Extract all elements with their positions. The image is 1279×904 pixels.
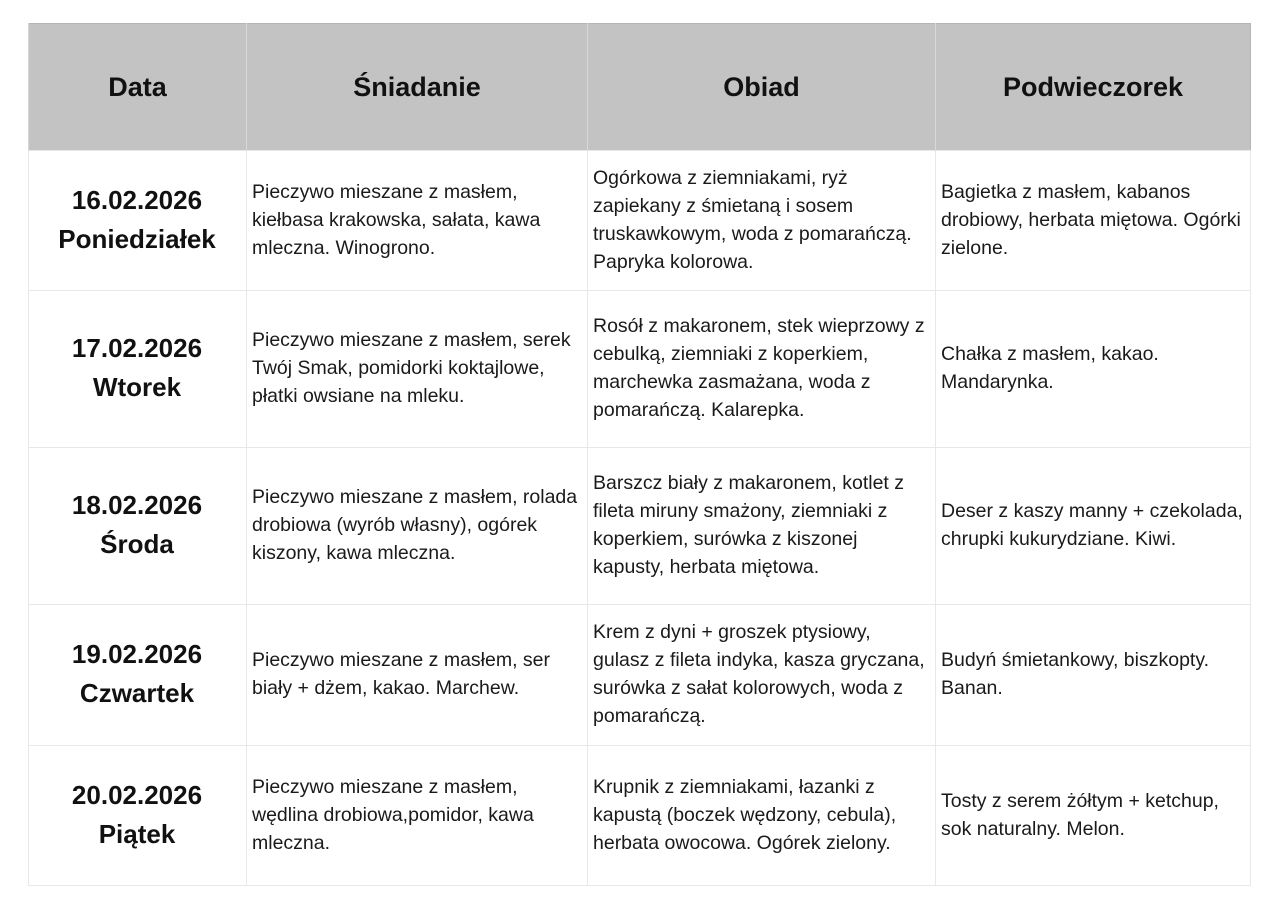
snack-cell: Budyń śmietankowy, biszkopty. Banan. xyxy=(936,605,1251,746)
breakfast-cell: Pieczywo mieszane z masłem, rolada drobiowa (wyrób własny), ogórek kiszony, kawa mleczna. xyxy=(247,448,588,605)
menu-table xyxy=(28,23,1251,886)
day-text: Czwartek xyxy=(79,678,195,708)
date-text: 17.02.2026 xyxy=(71,333,203,363)
date-cell xyxy=(29,448,247,605)
date-text: 16.02.2026 xyxy=(71,184,203,215)
lunch-cell: Ogórkowa z ziemniakami, ryż zapiekany z śmietaną i sosem truskawkowym, woda z pomarańczą. Papryka kolorowa. xyxy=(588,151,936,291)
lunch-cell: Barszcz biały z makaronem, kotlet z fileta miruny smażony, ziemniaki z koperkiem, surówka z kiszonej kapusty, herbata miętowa. xyxy=(588,448,936,605)
header-snack: Podwieczorek xyxy=(936,24,1251,151)
header-row xyxy=(29,24,1251,151)
snack-cell: Deser z kaszy manny + czekolada, chrupki kukurydziane. Kiwi. xyxy=(936,448,1251,605)
header-lunch: Obiad xyxy=(588,24,936,151)
breakfast-cell: Pieczywo mieszane z masłem, ser biały + dżem, kakao. Marchew. xyxy=(247,605,588,746)
header-breakfast: Śniadanie xyxy=(247,24,588,151)
table-row xyxy=(29,746,1251,886)
date-cell xyxy=(29,291,247,448)
lunch-cell: Rosół z makaronem, stek wieprzowy z cebulką, ziemniaki z koperkiem, marchewka zasmażana, woda z pomarańczą. Kalarepka. xyxy=(588,291,936,448)
table-row xyxy=(29,291,1251,448)
lunch-cell: Krem z dyni + groszek ptysiowy, gulasz z fileta indyka, kasza gryczana, surówka z sałat kolorowych, woda z pomarańczą. xyxy=(588,605,936,746)
table-row xyxy=(29,605,1251,746)
table-row xyxy=(29,448,1251,605)
breakfast-cell: Pieczywo mieszane z masłem, serek Twój Smak, pomidorki koktajlowe, płatki owsiane na mleku. xyxy=(247,291,588,448)
breakfast-cell: Pieczywo mieszane z masłem, wędlina drobiowa,pomidor, kawa mleczna. xyxy=(247,746,588,886)
day-text: Poniedziałek xyxy=(58,223,216,254)
day-text: Wtorek xyxy=(92,372,182,402)
date-text: 19.02.2026 xyxy=(71,639,203,669)
header-date: Data xyxy=(29,24,247,151)
day-text: Środa xyxy=(100,529,174,559)
date-text: 18.02.2026 xyxy=(71,490,203,520)
snack-cell: Tosty z serem żółtym + ketchup, sok naturalny. Melon. xyxy=(936,746,1251,886)
snack-cell: Bagietka z masłem, kabanos drobiowy, herbata miętowa. Ogórki zielone. xyxy=(936,151,1251,291)
date-text: 20.02.2026 xyxy=(71,779,203,810)
day-text: Piątek xyxy=(98,818,176,849)
table-row xyxy=(29,151,1251,291)
date-cell xyxy=(29,605,247,746)
breakfast-cell: Pieczywo mieszane z masłem, kiełbasa krakowska, sałata, kawa mleczna. Winogrono. xyxy=(247,151,588,291)
date-cell xyxy=(29,151,247,291)
date-cell xyxy=(29,746,247,886)
lunch-cell: Krupnik z ziemniakami, łazanki z kapustą (boczek wędzony, cebula), herbata owocowa. Ogórek zielony. xyxy=(588,746,936,886)
snack-cell: Chałka z masłem, kakao. Mandarynka. xyxy=(936,291,1251,448)
